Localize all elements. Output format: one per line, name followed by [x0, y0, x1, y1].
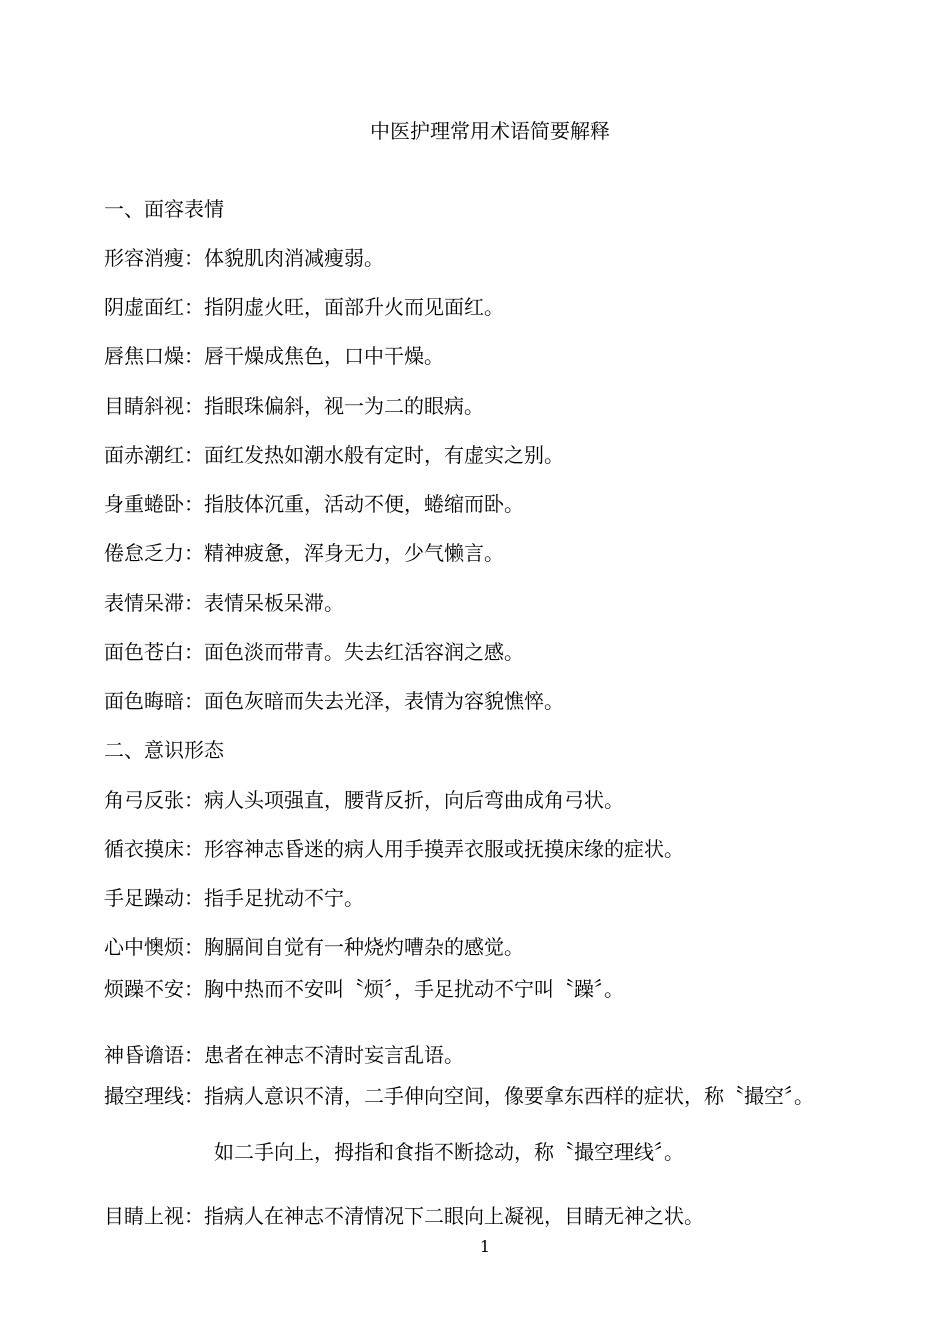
term-entry: 面赤潮红：面红发热如潮水般有定时，有虚实之别。 — [104, 443, 564, 467]
term-entry: 表情呆滞：表情呆板呆滞。 — [104, 591, 344, 615]
term-entry: 阴虚面红：指阴虚火旺，面部升火而见面红。 — [104, 295, 504, 319]
term-entry: 倦怠乏力：精神疲惫，浑身无力，少气懒言。 — [104, 541, 504, 565]
term-entry: 撮空理线：指病人意识不清，二手伸向空间，像要拿东西样的症状，称〝撮空〞。 — [104, 1084, 814, 1108]
term-entry: 唇焦口燥：唇干燥成焦色，口中干燥。 — [104, 344, 444, 368]
term-entry: 神昏谵语：患者在神志不清时妄言乱语。 — [104, 1043, 464, 1067]
term-entry: 形容消瘦：体貌肌肉消减瘦弱。 — [104, 246, 384, 270]
page-number: 1 — [479, 1237, 491, 1256]
term-entry: 目睛上视：指病人在神志不清情况下二眼向上凝视，目睛无神之状。 — [104, 1204, 704, 1228]
section-heading-facial-expression: 一、面容表情 — [104, 197, 224, 221]
section-heading-consciousness: 二、意识形态 — [104, 738, 224, 762]
term-entry: 身重蜷卧：指肢体沉重，活动不便，蜷缩而卧。 — [104, 492, 524, 516]
term-entry: 烦躁不安：胸中热而不安叫〝烦〞，手足扰动不宁叫〝躁〞。 — [104, 977, 624, 1001]
term-entry: 角弓反张：病人头项强直，腰背反折，向后弯曲成角弓状。 — [104, 788, 624, 812]
term-entry-continuation: 如二手向上，拇指和食指不断捻动，称〝撮空理线〞。 — [214, 1140, 684, 1164]
document-title: 中医护理常用术语简要解释 — [370, 119, 610, 143]
term-entry: 面色晦暗：面色灰暗而失去光泽，表情为容貌憔悴。 — [104, 689, 564, 713]
term-entry: 手足躁动：指手足扰动不宁。 — [104, 886, 364, 910]
term-entry: 心中懊烦：胸膈间自觉有一种烧灼嘈杂的感觉。 — [104, 935, 524, 959]
term-entry: 循衣摸床：形容神志昏迷的病人用手摸弄衣服或抚摸床缘的症状。 — [104, 837, 684, 861]
term-entry: 面色苍白：面色淡而带青。失去红活容润之感。 — [104, 640, 524, 664]
term-entry: 目睛斜视：指眼珠偏斜，视一为二的眼病。 — [104, 394, 484, 418]
